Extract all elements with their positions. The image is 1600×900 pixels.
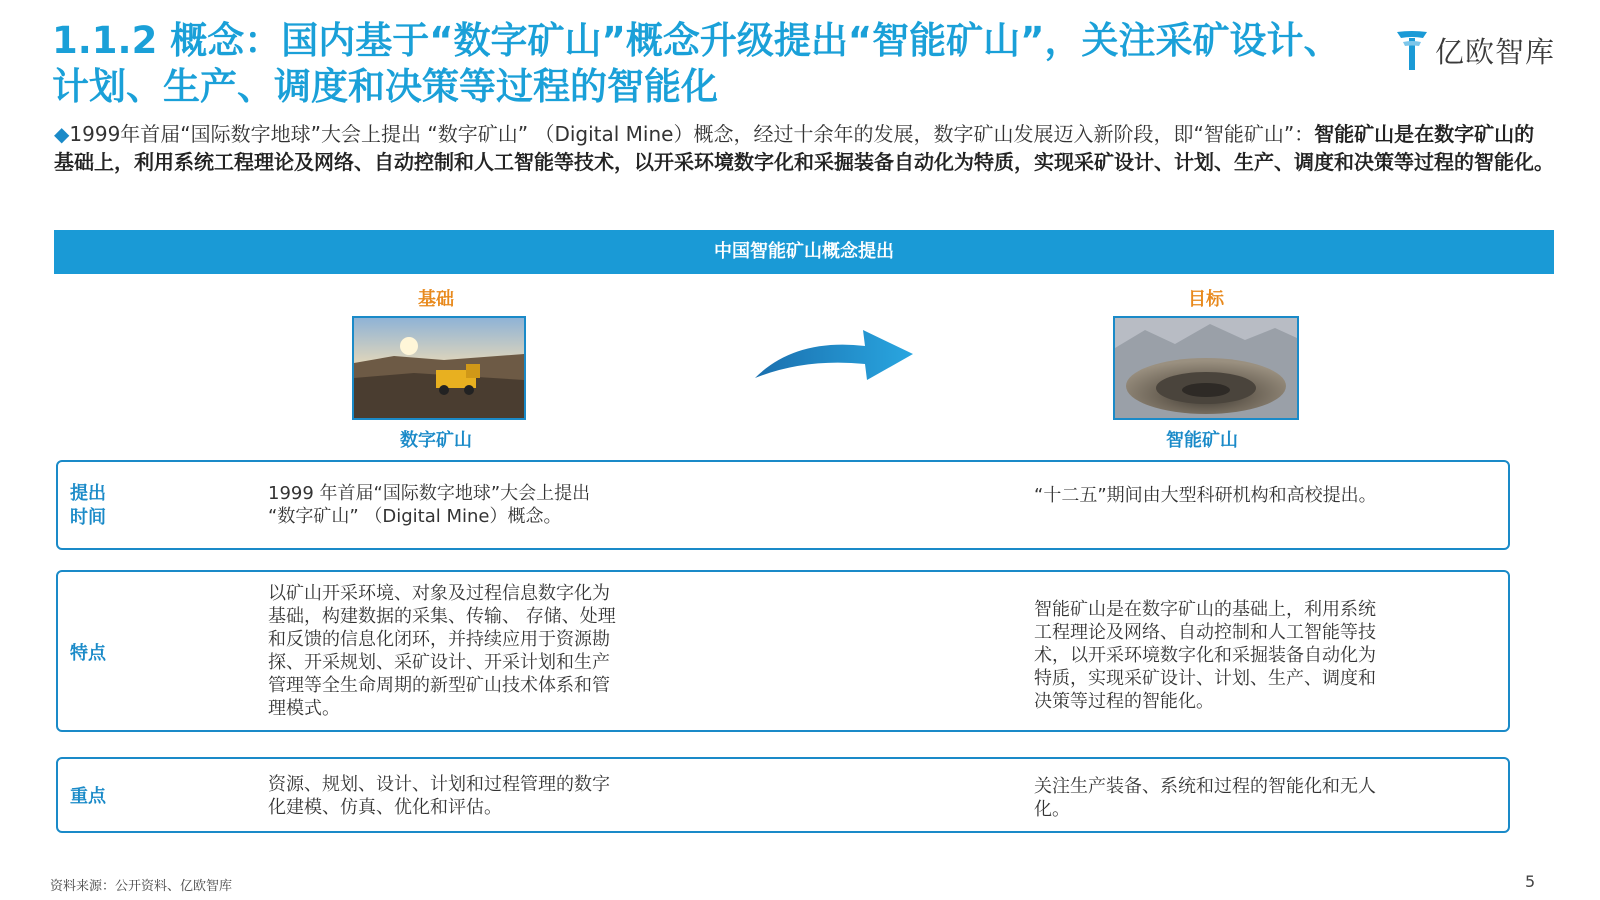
section-banner: 中国智能矿山概念提出 (54, 230, 1554, 274)
right-column-heading: 目标 (1188, 289, 1224, 310)
intro-plain-text: 1999年首届“国际数字地球”大会上提出 “数字矿山” （Digital Mine）概念，经过十余年的发展，数字矿山发展迈入新阶段，即“智能矿山”： (69, 122, 1315, 146)
left-column-heading: 基础 (418, 289, 454, 310)
right-photo-caption: 智能矿山 (1166, 430, 1238, 451)
row-features-right-text: 智能矿山是在数字矿山的基础上，利用系统工程理论及网络、自动控制和人工智能等技术，以开采环境数字化和采掘装备自动化为特质，实现采矿设计、计划、生产、调度和决策等过程的智能化。 (1034, 599, 1376, 712)
table-row-time (56, 460, 1510, 550)
source-note: 资料来源：公开资料、亿欧智库 (50, 879, 233, 894)
left-photo-caption: 数字矿山 (400, 430, 472, 451)
curved-arrow-icon (755, 328, 915, 383)
yiou-logo-icon (1395, 28, 1429, 72)
intro-bold-text: 智能矿山是在数字矿山的基础上，利用系统工程理论及网络、自动控制和人工智能等技术，以开采环境数字化和采掘装备自动化为特质，实现采矿设计、计划、生产、调度和决策等过程的智能化。 (54, 122, 1554, 174)
row-time-left-text: 1999 年首届“国际数字地球”大会上提出 “数字矿山” （Digital Mine）概念。 (268, 483, 591, 527)
page-title: 1.1.2 概念：国内基于“数字矿山”概念升级提出“智能矿山”，关注采矿设计、计划、生产、调度和决策等过程的智能化 (52, 19, 1341, 108)
digital-mine-photo (352, 316, 526, 420)
bullet-diamond-icon: ◆ (54, 122, 70, 146)
intro-paragraph (54, 120, 1554, 176)
row-time-right-text: “十二五”期间由大型科研机构和高校提出。 (1034, 485, 1377, 506)
smart-mine-photo (1113, 316, 1299, 420)
row-label-focus: 重点 (70, 786, 106, 807)
row-label-features: 特点 (70, 643, 106, 664)
table-row-focus (56, 757, 1510, 833)
row-features-left-text: 以矿山开采环境、对象及过程信息数字化为基础，构建数据的采集、传输、 存储、处理和反馈的信息化闭环，并持续应用于资源勘探、开采规划、采矿设计、开采计划和生产管理等全生命周期的新型矿山技术体系和管理模式。 (268, 583, 616, 719)
logo-text: 亿欧智库 (1435, 34, 1556, 69)
table-row-features (56, 570, 1510, 732)
row-focus-right-text: 关注生产装备、系统和过程的智能化和无人化。 (1034, 776, 1376, 820)
row-label-time: 提出 时间 (70, 483, 106, 528)
page-number: 5 (1525, 872, 1536, 891)
row-focus-left-text: 资源、规划、设计、计划和过程管理的数字化建模、仿真、优化和评估。 (268, 774, 610, 818)
brand-logo (1395, 25, 1575, 75)
